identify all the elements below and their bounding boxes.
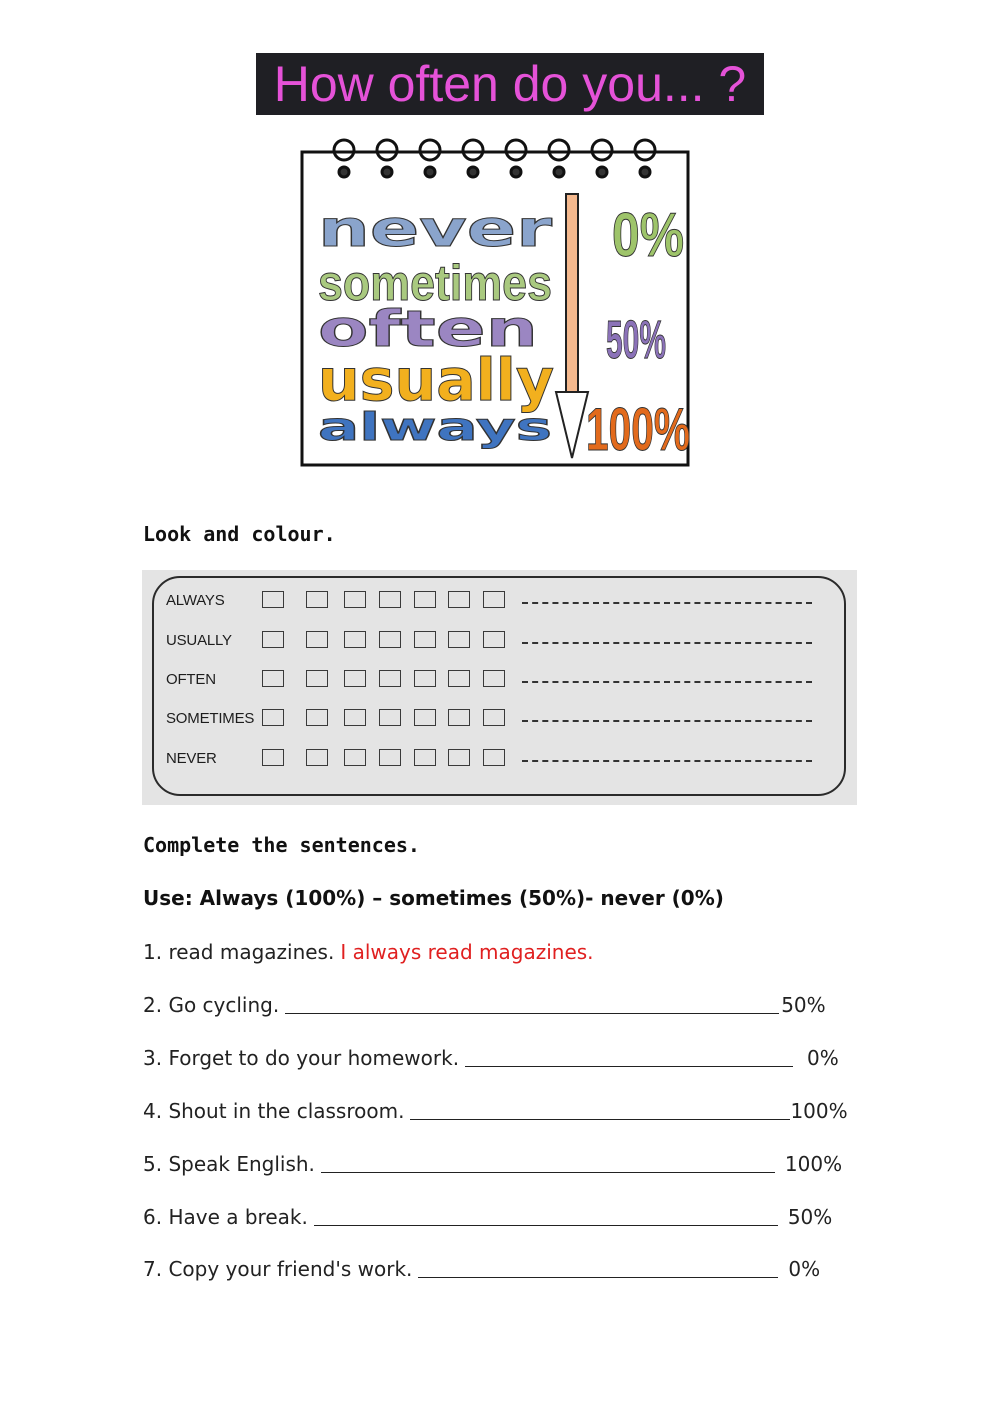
sentence-percent: 50% — [787, 1205, 833, 1229]
colour-box[interactable] — [414, 709, 436, 726]
colour-box[interactable] — [379, 591, 401, 608]
colour-box[interactable] — [306, 631, 328, 648]
colour-box[interactable] — [344, 749, 366, 766]
sentence-prompt: 3. Forget to do your homework. — [143, 1046, 460, 1070]
colour-box[interactable] — [483, 749, 505, 766]
freq-row-often — [154, 665, 844, 695]
word-sometimes: sometimes — [318, 255, 552, 311]
colour-box[interactable] — [262, 670, 284, 687]
colour-box[interactable] — [448, 709, 470, 726]
instruction-complete-sentences: Complete the sentences. — [143, 833, 420, 857]
freq-label: ALWAYS — [166, 592, 225, 609]
use-words-line: Use: Always (100%) – sometimes (50%)- never (0%) — [143, 886, 724, 910]
colour-box[interactable] — [306, 591, 328, 608]
percent-50: 50% — [606, 310, 666, 370]
colour-box[interactable] — [448, 670, 470, 687]
colour-box[interactable] — [262, 749, 284, 766]
sentence-prompt: 6. Have a break. — [143, 1205, 308, 1229]
freq-row-always — [154, 586, 844, 616]
colour-box[interactable] — [448, 591, 470, 608]
colour-box[interactable] — [344, 670, 366, 687]
example-answer: I always read magazines. — [340, 940, 594, 964]
answer-blank[interactable] — [321, 1152, 775, 1173]
answer-line[interactable] — [522, 720, 812, 722]
colour-box[interactable] — [483, 631, 505, 648]
instruction-look-and-colour: Look and colour. — [143, 522, 336, 546]
freq-row-usually — [154, 626, 844, 656]
answer-blank[interactable] — [410, 1099, 790, 1120]
colour-box[interactable] — [344, 591, 366, 608]
colour-box[interactable] — [448, 631, 470, 648]
sentence-prompt: 2. Go cycling. — [143, 993, 280, 1017]
colour-box[interactable] — [306, 670, 328, 687]
answer-blank[interactable] — [285, 993, 779, 1014]
colour-box[interactable] — [262, 631, 284, 648]
colour-box[interactable] — [262, 709, 284, 726]
sentence-2 — [143, 993, 826, 1017]
percent-100: 100% — [586, 396, 690, 463]
sentence-prompt: 5. Speak English. — [143, 1152, 315, 1176]
colour-box[interactable] — [379, 631, 401, 648]
frequency-calendar-illustration — [280, 122, 700, 482]
sentence-7 — [143, 1257, 820, 1281]
sentence-6 — [143, 1205, 832, 1229]
colour-box[interactable] — [414, 749, 436, 766]
answer-line[interactable] — [522, 602, 812, 604]
word-always: always — [318, 405, 552, 449]
sentence-5 — [143, 1152, 842, 1176]
sentence-percent: 100% — [784, 1152, 843, 1176]
answer-line[interactable] — [522, 760, 812, 762]
percent-0: 0% — [612, 201, 684, 270]
answer-line[interactable] — [522, 681, 812, 683]
colour-box[interactable] — [379, 749, 401, 766]
colour-box[interactable] — [414, 591, 436, 608]
colour-box[interactable] — [414, 631, 436, 648]
colour-box[interactable] — [483, 591, 505, 608]
title-banner — [256, 53, 764, 115]
colour-box[interactable] — [344, 631, 366, 648]
colour-box[interactable] — [379, 670, 401, 687]
sentence-prompt: 1. read magazines. — [143, 940, 335, 964]
colour-box[interactable] — [483, 670, 505, 687]
sentence-percent: 0% — [807, 1046, 839, 1070]
freq-label: SOMETIMES — [166, 710, 255, 727]
sentence-3 — [143, 1046, 839, 1070]
colour-box[interactable] — [379, 709, 401, 726]
sentence-percent: 50% — [781, 993, 826, 1017]
sentence-prompt: 4. Shout in the classroom. — [143, 1099, 405, 1123]
frequency-chart — [142, 570, 857, 805]
answer-blank[interactable] — [418, 1257, 778, 1278]
colour-box[interactable] — [306, 749, 328, 766]
word-often: often — [318, 300, 538, 358]
word-usually: usually — [318, 346, 554, 414]
sentence-percent: 0% — [788, 1257, 821, 1281]
colour-box[interactable] — [483, 709, 505, 726]
page-title: How often do you... ? — [273, 56, 747, 112]
colour-box[interactable] — [448, 749, 470, 766]
sentence-prompt: 7. Copy your friend's work. — [143, 1257, 413, 1281]
sentence-4 — [143, 1099, 848, 1123]
colour-box[interactable] — [414, 670, 436, 687]
colour-box[interactable] — [306, 709, 328, 726]
freq-row-sometimes — [154, 704, 844, 734]
colour-box[interactable] — [262, 591, 284, 608]
freq-label: NEVER — [166, 750, 217, 767]
answer-line[interactable] — [522, 642, 812, 644]
word-never: never — [318, 200, 553, 258]
frequency-chart-frame — [152, 576, 846, 796]
freq-label: OFTEN — [166, 671, 216, 688]
sentence-1 — [143, 940, 594, 964]
answer-blank[interactable] — [314, 1205, 778, 1226]
freq-label: USUALLY — [166, 632, 232, 649]
colour-box[interactable] — [344, 709, 366, 726]
answer-blank[interactable] — [465, 1046, 793, 1067]
freq-row-never — [154, 744, 844, 774]
sentence-percent: 100% — [790, 1099, 848, 1123]
